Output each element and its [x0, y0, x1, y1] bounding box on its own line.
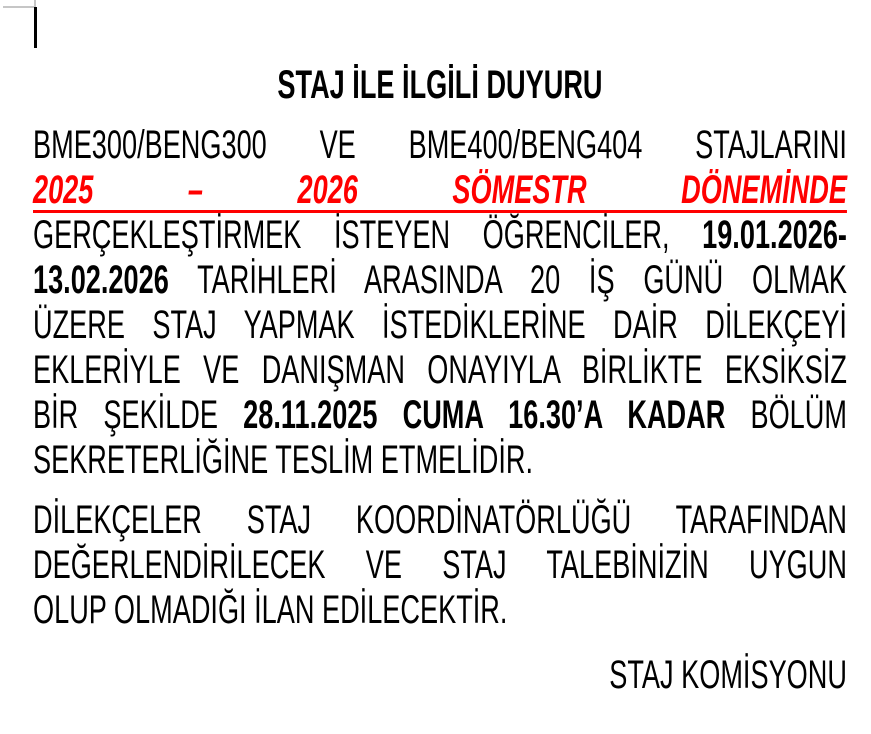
end-date-bold: 13.02.2026	[33, 258, 169, 302]
text-boundary-corner-mark-horizontal	[3, 6, 35, 8]
line7-normal-text-a: BİR ŞEKİLDE	[33, 393, 244, 437]
paragraph1-line-5: ÜZERE STAJ YAPMAK İSTEDİKLERİNE DAİR DİLEKÇEYİ	[33, 303, 847, 347]
signature-line: STAJ KOMİSYONU	[609, 653, 847, 697]
announcement-title: STAJ İLE İLGİLİ DUYURU	[277, 63, 603, 107]
paragraph1-line-course-codes	[33, 123, 847, 168]
paragraph1-line-7	[33, 393, 847, 438]
paragraph2-line-1: DİLEKÇELER STAJ KOORDİNATÖRLÜĞÜ TARAFINDAN	[33, 498, 847, 542]
paragraph1-line-8: SEKRETERLİĞİNE TESLİM ETMELİDİR.	[33, 438, 534, 482]
line3-normal-text: GERÇEKLEŞTİRMEK İSTEYEN ÖĞRENCİLER,	[33, 213, 703, 257]
paragraph1-line-3	[33, 213, 847, 258]
line7-normal-text-b: BÖLÜM	[725, 393, 847, 437]
paragraph1-line-4	[33, 258, 847, 303]
line4-normal-text: TARİHLERİ ARASINDA 20 İŞ GÜNÜ OLMAK	[168, 258, 847, 302]
paragraph2-line-3: OLUP OLMADIĞI İLAN EDİLECEKTİR.	[33, 588, 508, 632]
paragraph1-line-6: EKLERİYLE VE DANIŞMAN ONAYIYLA BİRLİKTE EKSİKSİZ	[33, 348, 847, 392]
deadline-bold: 28.11.2025 CUMA 16.30’A KADAR	[243, 393, 726, 437]
paragraph2-line-2: DEĞERLENDİRİLECEK VE STAJ TALEBİNİZİN UYGUN	[33, 543, 847, 587]
course-codes-text: BME300/BENG300 VE BME400/BENG404 STAJLARINI	[33, 123, 847, 167]
paragraph1-line-semester-emphasis: 2025 – 2026 SÖMESTR DÖNEMİNDE	[33, 168, 847, 212]
announcement-body[interactable]	[33, 0, 847, 698]
start-date-bold: 19.01.2026-	[702, 213, 847, 257]
